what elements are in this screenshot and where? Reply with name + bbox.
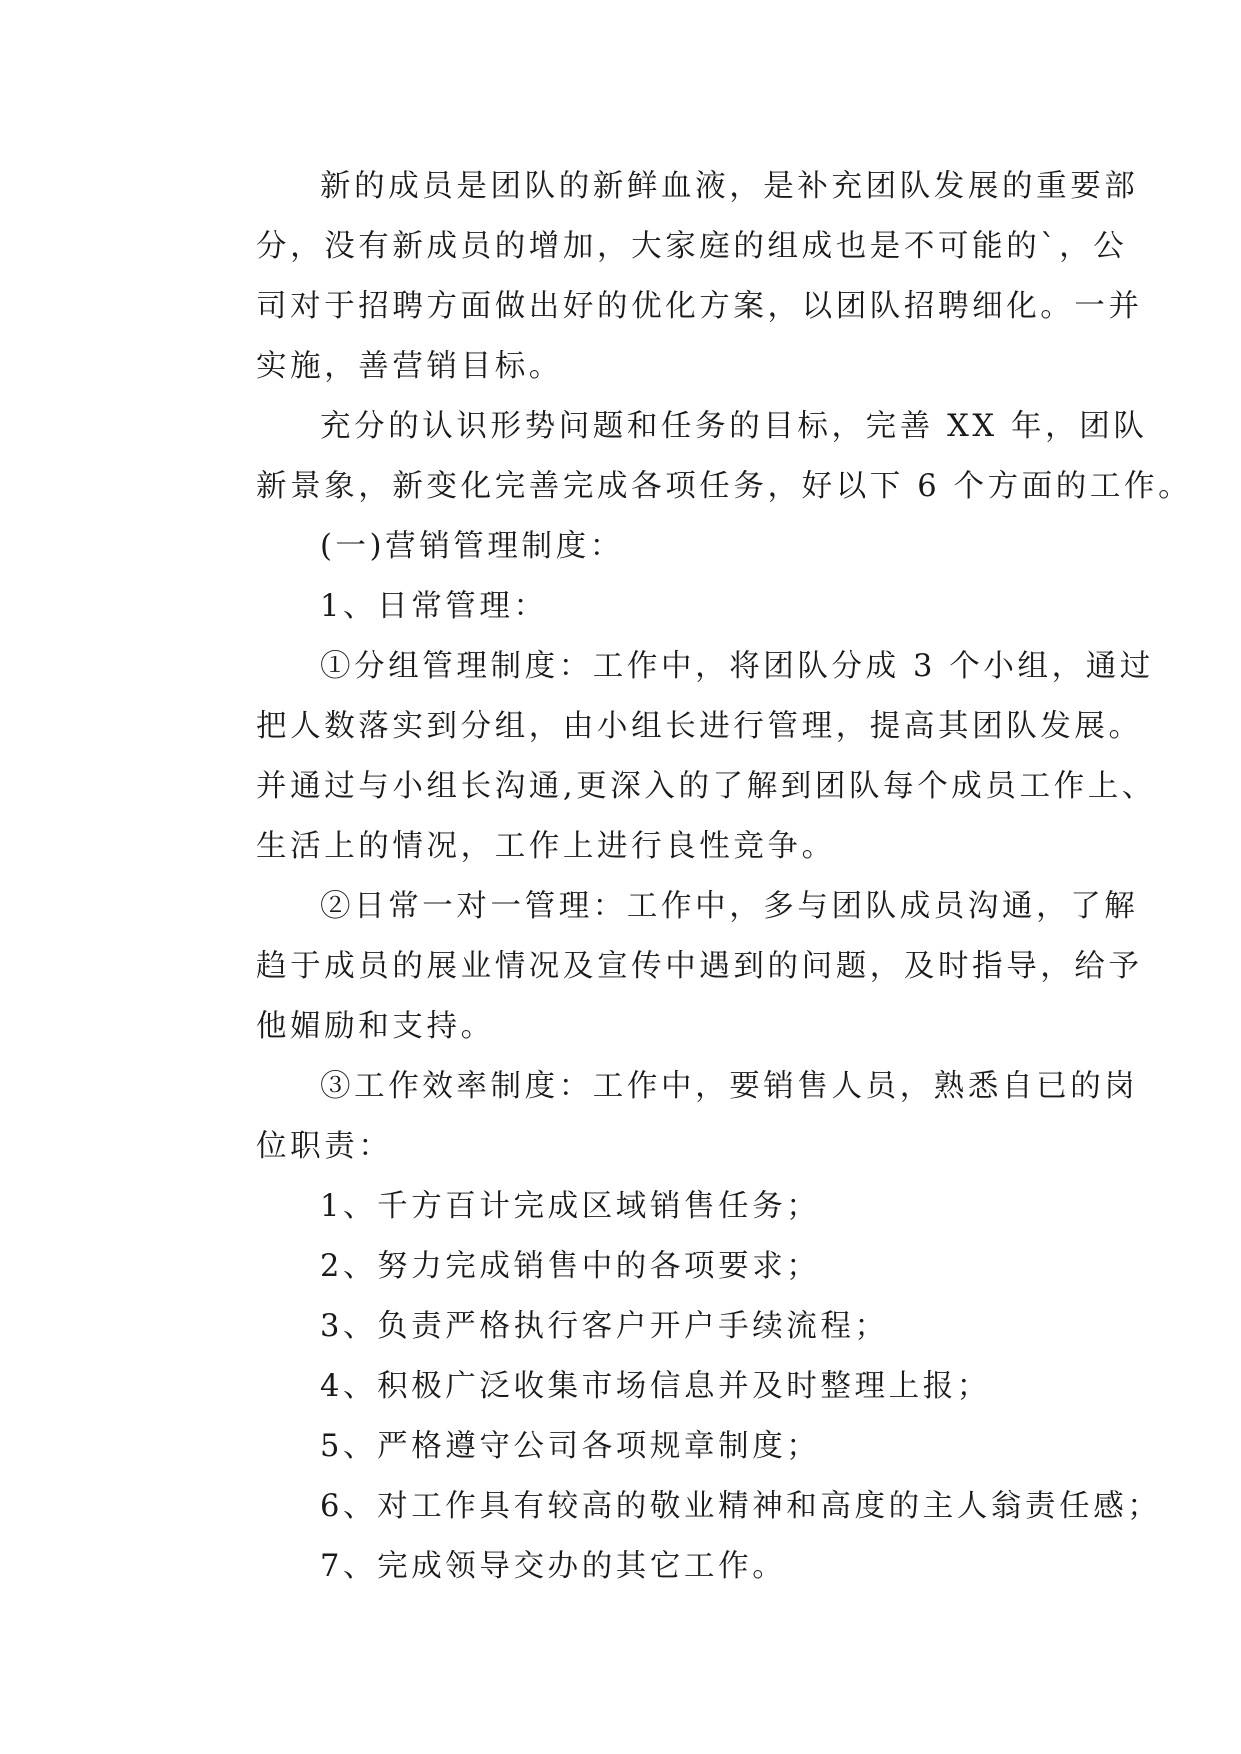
document-body xyxy=(192,157,1193,1597)
text-line: 3、负责严格执行客户开户手续流程； xyxy=(320,1309,889,1344)
paragraph-goals xyxy=(192,397,1193,517)
text-line: 他媚励和支持。 xyxy=(256,1009,495,1044)
text-line: 位职责： xyxy=(256,1129,393,1164)
text-line: 司对于招聘方面做出好的优化方案，以团队招聘细化。一并 xyxy=(256,289,1143,324)
text-line: (一)营销管理制度： xyxy=(320,529,624,564)
text-line: 7、完成领导交办的其它工作。 xyxy=(320,1549,787,1584)
subsection-heading-daily-management xyxy=(192,577,1072,637)
text-line: ②日常一对一管理：工作中，多与团队成员沟通，了解 xyxy=(320,889,1139,924)
text-line: ③工作效率制度：工作中，要销售人员，熟悉自已的岗 xyxy=(320,1069,1139,1104)
paragraph-efficiency xyxy=(192,1057,1139,1177)
list-item-duty-6 xyxy=(192,1477,1162,1537)
list-item-duty-5 xyxy=(192,1417,1072,1477)
list-item-duty-1 xyxy=(192,1177,1072,1237)
list-item-duty-3 xyxy=(192,1297,1072,1357)
text-line: 5、严格遵守公司各项规章制度； xyxy=(320,1429,821,1464)
list-item-duty-2 xyxy=(192,1237,1072,1297)
paragraph-one-on-one xyxy=(192,877,1143,1057)
list-item-duty-4 xyxy=(192,1357,1072,1417)
text-line: 4、积极广泛收集市场信息并及时整理上报； xyxy=(320,1369,991,1404)
text-line: 趋于成员的展业情况及宣传中遇到的问题，及时指导，给予 xyxy=(256,949,1143,984)
text-line: 并通过与小组长沟通,更深入的了解到团队每个成员工作上、 xyxy=(256,769,1156,804)
text-line: 新的成员是团队的新鲜血液，是补充团队发展的重要部 xyxy=(320,169,1139,204)
text-line: 6、对工作具有较高的敬业精神和高度的主人翁责任感； xyxy=(320,1489,1162,1524)
paragraph-new-members xyxy=(192,157,1143,397)
section-heading-marketing-management xyxy=(192,517,1072,577)
text-line: 1、日常管理： xyxy=(320,589,548,624)
text-line: 新景象，新变化完善完成各项任务，好以下 6 个方面的工作。 xyxy=(256,469,1193,504)
text-line: 实施，善营销目标。 xyxy=(256,349,563,384)
text-line: ①分组管理制度：工作中，将团队分成 3 个小组，通过 xyxy=(320,649,1154,684)
text-line: 分，没有新成员的增加，大家庭的组成也是不可能的`，公 xyxy=(256,229,1128,264)
text-line: 1、千方百计完成区域销售任务； xyxy=(320,1189,821,1224)
text-line: 把人数落实到分组，由小组长进行管理，提高其团队发展。 xyxy=(256,709,1143,744)
paragraph-group-management xyxy=(192,637,1156,877)
text-line: 生活上的情况，工作上进行良性竞争。 xyxy=(256,829,836,864)
list-item-duty-7 xyxy=(192,1537,1072,1597)
text-line: 2、努力完成销售中的各项要求； xyxy=(320,1249,821,1284)
text-line: 充分的认识形势问题和任务的目标，完善 XX 年，团队 xyxy=(320,409,1148,444)
